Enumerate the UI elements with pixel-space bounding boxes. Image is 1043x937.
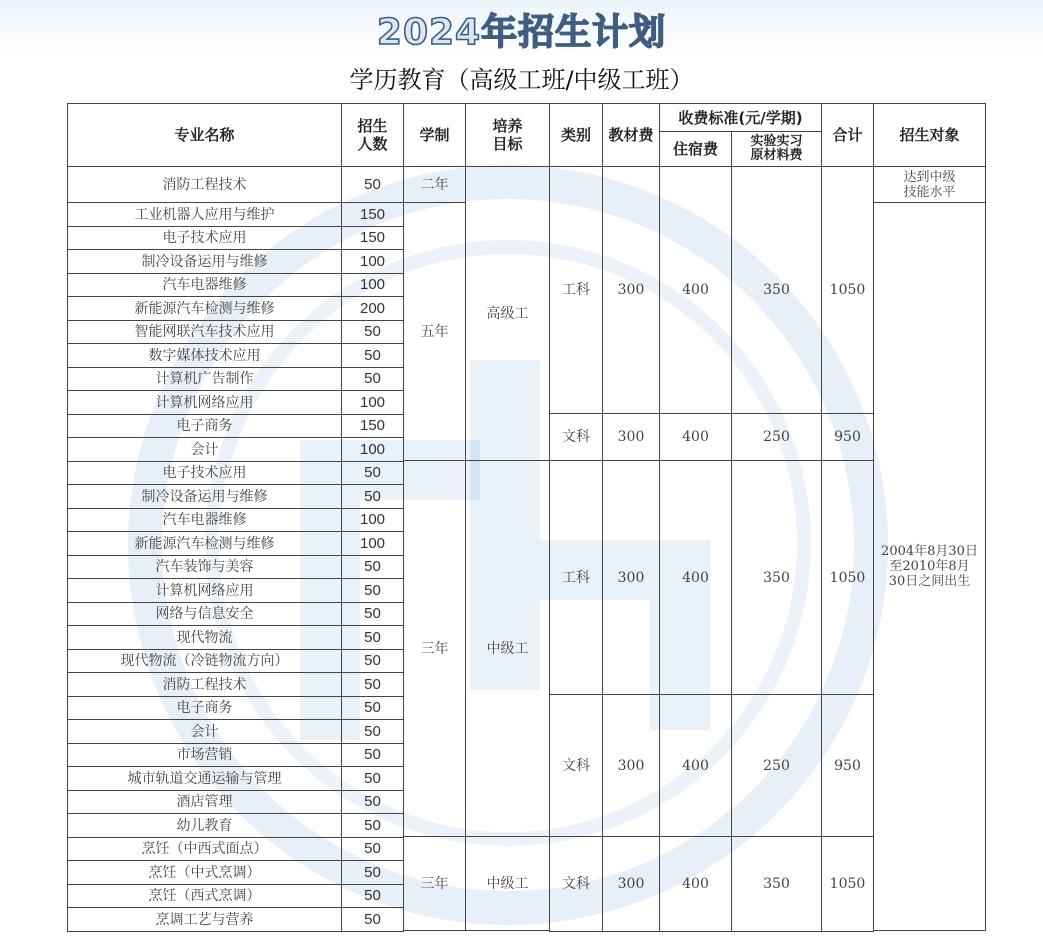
table-row-name-cell	[67, 461, 342, 485]
fee-category-cell	[549, 460, 603, 695]
fee-dorm-cell	[659, 413, 732, 461]
major-name: 计算机网络应用	[155, 394, 254, 411]
table-row-count-cell	[341, 166, 404, 203]
fee-total-cell	[821, 460, 874, 695]
table-row-count-cell	[341, 414, 404, 438]
table-row-count-cell	[341, 743, 404, 767]
enrollment-count: 50	[364, 558, 381, 575]
table-row-count-cell	[341, 860, 404, 885]
table-row-name-cell	[67, 602, 342, 626]
enrollment-count: 50	[364, 487, 381, 505]
header-count-line2: 人数	[357, 135, 388, 153]
header-dorm	[659, 131, 732, 167]
table-row-name-cell	[67, 837, 342, 861]
enrollment-count: 200	[359, 299, 386, 317]
fee-category-value: 工科	[562, 569, 590, 586]
table-row-count-cell	[341, 813, 404, 838]
enrollment-count: 50	[364, 793, 381, 810]
enrollment-count: 50	[364, 370, 381, 387]
table-row-count-cell	[341, 226, 404, 250]
table-row-count-cell	[341, 578, 404, 603]
header-fee-group-label: 收费标准(元/学期)	[678, 108, 803, 127]
major-name: 汽车装饰与美容	[155, 559, 254, 575]
major-name: 市场营销	[176, 747, 233, 763]
table-row-name-cell	[67, 343, 342, 368]
major-name: 工业机器人应用与维护	[134, 206, 275, 223]
table-row-name-cell	[67, 672, 342, 697]
enrollment-count: 50	[364, 910, 381, 928]
table-row-name-cell	[67, 907, 342, 932]
table-row-name-cell	[67, 202, 342, 227]
table-row-name-cell	[67, 555, 342, 579]
major-name: 酒店管理	[176, 794, 233, 810]
duration-cell	[403, 836, 466, 931]
header-count	[341, 103, 404, 167]
table-row-name-cell	[67, 390, 342, 415]
header-textbook-label: 教材费	[608, 126, 654, 144]
table-row-count-cell	[341, 461, 404, 485]
fee-total-cell	[821, 836, 874, 932]
table-row-name-cell	[67, 743, 342, 767]
enrollment-count: 50	[364, 346, 381, 364]
table-row-count-cell	[341, 343, 404, 368]
table-row-count-cell	[341, 649, 404, 673]
table-row-count-cell	[341, 602, 404, 626]
table-row-name-cell	[67, 508, 342, 532]
enrollment-count: 100	[359, 252, 386, 270]
goal-label: 中级工	[486, 640, 529, 657]
table-row-count-cell	[341, 672, 404, 697]
goal-cell	[465, 460, 550, 837]
goal-cell	[465, 166, 550, 461]
duration-label: 三年	[420, 875, 449, 892]
table-row-name-cell	[67, 813, 342, 838]
fee-lab-cell	[731, 694, 822, 837]
major-name: 电子技术应用	[162, 230, 247, 246]
table-row-name-cell	[67, 696, 342, 720]
table-row-count-cell	[341, 273, 404, 297]
header-count-line1: 招生	[357, 117, 388, 135]
table-row-name-cell	[67, 414, 342, 438]
target-line: 至2010年8月	[889, 559, 970, 574]
fee-textbook-value: 300	[617, 569, 645, 586]
fee-dorm-cell	[659, 166, 732, 414]
fee-textbook-cell	[602, 166, 660, 414]
enrollment-count: 50	[364, 863, 381, 881]
major-name: 电子技术应用	[162, 465, 247, 481]
table-row-count-cell	[341, 719, 404, 744]
table-row-count-cell	[341, 696, 404, 720]
fee-dorm-value: 400	[682, 876, 709, 892]
fee-total-value: 1050	[829, 569, 866, 586]
enrollment-count: 50	[364, 746, 381, 763]
enrollment-count: 50	[364, 887, 381, 904]
fee-textbook-value: 300	[617, 429, 645, 445]
fee-textbook-cell	[602, 694, 660, 837]
table-row-name-cell	[67, 296, 342, 321]
header-lab-line2: 原材料费	[750, 148, 803, 163]
fee-dorm-cell	[659, 460, 732, 695]
major-name: 会计	[190, 723, 219, 740]
table-row-count-cell	[341, 790, 404, 814]
duration-cell	[403, 166, 466, 203]
major-name: 制冷设备运用与维修	[141, 253, 268, 270]
fee-lab-cell	[731, 413, 822, 461]
table-row-name-cell	[67, 437, 342, 462]
major-name: 电子商务	[176, 700, 233, 716]
table-row-name-cell	[67, 484, 342, 509]
fee-category-value: 文科	[562, 876, 590, 892]
header-name	[67, 103, 342, 167]
fee-dorm-value: 400	[682, 429, 709, 445]
table-row-count-cell	[341, 531, 404, 556]
table-row-count-cell	[341, 907, 404, 932]
table-row-name-cell	[67, 719, 342, 744]
major-name: 现代物流（冷链物流方向）	[120, 653, 289, 669]
fee-lab-value: 250	[763, 757, 790, 774]
table-row-count-cell	[341, 555, 404, 579]
major-name: 烹调工艺与营养	[155, 911, 254, 928]
major-name: 烹饪（中西式面点）	[141, 841, 268, 857]
table-row-name-cell	[67, 860, 342, 885]
table-row-name-cell	[67, 226, 342, 250]
enrollment-count: 50	[364, 722, 381, 740]
header-goal-line1: 培养	[492, 117, 523, 135]
major-name: 电子商务	[176, 418, 233, 434]
enrollment-count: 150	[359, 229, 386, 246]
header-fee-group	[659, 103, 822, 132]
fee-lab-cell	[731, 166, 822, 414]
table-row-count-cell	[341, 202, 404, 227]
table-row-count-cell	[341, 390, 404, 415]
fee-total-cell	[821, 694, 874, 837]
table-row-name-cell	[67, 249, 342, 274]
fee-lab-cell	[731, 460, 822, 695]
header-duration-label: 学制	[419, 126, 450, 144]
table-row-name-cell	[67, 166, 342, 203]
table-row-name-cell	[67, 320, 342, 344]
header-name-label: 专业名称	[174, 126, 235, 144]
duration-label: 三年	[420, 640, 449, 657]
page-subtitle: 学历教育（高级工班/中级工班）	[349, 66, 694, 94]
table-row-count-cell	[341, 484, 404, 509]
fee-total-value: 1050	[829, 282, 866, 298]
fee-dorm-cell	[659, 694, 732, 837]
major-name: 计算机广告制作	[155, 371, 254, 387]
fee-total-cell	[821, 166, 874, 414]
table-row-name-cell	[67, 884, 342, 908]
enrollment-count: 50	[364, 581, 381, 599]
major-name: 消防工程技术	[162, 176, 247, 193]
header-lab	[731, 131, 822, 167]
fee-lab-value: 250	[763, 429, 790, 445]
enrollment-count: 50	[364, 175, 381, 193]
header-category-label: 类别	[560, 126, 591, 144]
enrollment-count: 50	[364, 652, 381, 669]
enrollment-count: 50	[364, 323, 381, 340]
fee-dorm-cell	[659, 836, 732, 932]
fee-textbook-value: 300	[617, 757, 645, 774]
fee-lab-value: 350	[763, 282, 790, 298]
fee-lab-value: 350	[763, 569, 790, 586]
fee-category-cell	[549, 836, 603, 932]
header-category	[549, 103, 603, 167]
major-name: 烹饪（西式烹调）	[148, 888, 261, 904]
enrollment-count: 100	[359, 393, 386, 411]
duration-label: 二年	[420, 176, 449, 193]
fee-category-value: 文科	[562, 757, 590, 774]
table-row-count-cell	[341, 884, 404, 908]
major-name: 幼儿教育	[176, 817, 233, 834]
fee-total-value: 950	[834, 757, 861, 774]
header-total	[821, 103, 874, 167]
fee-dorm-value: 400	[682, 569, 709, 586]
target-line: 2004年8月30日	[881, 544, 978, 559]
header-goal	[465, 103, 550, 167]
fee-textbook-cell	[602, 460, 660, 695]
table-row-count-cell	[341, 766, 404, 791]
table-row-count-cell	[341, 296, 404, 321]
enrollment-count: 50	[364, 816, 381, 834]
fee-category-cell	[549, 413, 603, 461]
goal-label: 高级工	[486, 305, 529, 322]
duration-cell	[403, 202, 466, 461]
table-row-name-cell	[67, 649, 342, 673]
major-name: 制冷设备运用与维修	[141, 488, 268, 505]
major-name: 汽车电器维修	[162, 277, 247, 293]
header-target	[873, 103, 986, 167]
major-name: 新能源汽车检测与维修	[134, 300, 275, 317]
table-row-count-cell	[341, 249, 404, 274]
table-row-count-cell	[341, 625, 404, 650]
major-name: 新能源汽车检测与维修	[134, 535, 275, 552]
table-row-name-cell	[67, 273, 342, 297]
fee-category-value: 文科	[562, 429, 590, 445]
table-row-name-cell	[67, 578, 342, 603]
target-line: 30日之间出生	[888, 574, 971, 589]
fee-category-cell	[549, 694, 603, 837]
header-duration	[403, 103, 466, 167]
target-line: 达到中级	[903, 169, 956, 185]
table-row-count-cell	[341, 837, 404, 861]
fee-textbook-value: 300	[617, 282, 645, 298]
target-line: 技能水平	[903, 184, 956, 200]
page-title: 2024年招生计划	[376, 12, 667, 53]
table-row-count-cell	[341, 367, 404, 391]
fee-total-value: 1050	[829, 876, 866, 892]
fee-dorm-value: 400	[682, 757, 709, 774]
major-name: 计算机网络应用	[155, 582, 254, 599]
major-name: 智能网联汽车技术应用	[134, 324, 275, 340]
fee-textbook-value: 300	[617, 876, 645, 892]
enrollment-count: 50	[364, 840, 381, 857]
enrollment-count: 50	[364, 628, 381, 646]
table-row-name-cell	[67, 766, 342, 791]
enrollment-count: 50	[364, 675, 381, 693]
goal-label: 中级工	[486, 875, 529, 892]
duration-cell	[403, 460, 466, 837]
enrollment-count: 50	[364, 699, 381, 716]
table-row-name-cell	[67, 531, 342, 556]
table-row-count-cell	[341, 437, 404, 462]
header-textbook	[602, 103, 660, 167]
header-target-label: 招生对象	[899, 126, 960, 144]
goal-cell	[465, 836, 550, 931]
target-cell	[873, 202, 986, 931]
fee-category-value: 工科	[562, 282, 590, 298]
enrollment-count: 50	[364, 605, 381, 622]
header-dorm-label: 住宿费	[672, 140, 718, 158]
major-name: 消防工程技术	[162, 676, 247, 693]
table-row-name-cell	[67, 625, 342, 650]
major-name: 数字媒体技术应用	[148, 347, 261, 364]
fee-textbook-cell	[602, 413, 660, 461]
fee-lab-cell	[731, 836, 822, 932]
fee-dorm-value: 400	[682, 282, 709, 298]
enrollment-count: 100	[359, 511, 386, 528]
duration-label: 五年	[420, 323, 449, 340]
table-row-count-cell	[341, 320, 404, 344]
table-row-count-cell	[341, 508, 404, 532]
enrollment-count: 50	[364, 464, 381, 481]
fee-lab-value: 350	[763, 876, 790, 892]
header-goal-line2: 目标	[492, 135, 523, 153]
table-row-name-cell	[67, 790, 342, 814]
enrollment-count: 50	[364, 769, 381, 787]
major-name: 汽车电器维修	[162, 512, 247, 528]
table-row-name-cell	[67, 367, 342, 391]
major-name: 网络与信息安全	[155, 606, 254, 622]
enrollment-count: 150	[359, 417, 386, 434]
enrollment-count: 100	[359, 276, 386, 293]
major-name: 会计	[190, 441, 219, 458]
enrollment-count: 100	[359, 534, 386, 552]
fee-total-value: 950	[834, 429, 861, 445]
target-cell	[873, 166, 986, 203]
major-name: 现代物流	[176, 629, 233, 646]
fee-total-cell	[821, 413, 874, 461]
fee-category-cell	[549, 166, 603, 414]
enrollment-count: 100	[359, 440, 386, 458]
fee-textbook-cell	[602, 836, 660, 932]
header-lab-line1: 实验实习	[750, 134, 803, 149]
major-name: 烹饪（中式烹调）	[148, 864, 261, 881]
major-name: 城市轨道交通运输与管理	[127, 770, 282, 787]
header-total-label: 合计	[832, 126, 863, 144]
enrollment-count: 150	[359, 205, 386, 223]
